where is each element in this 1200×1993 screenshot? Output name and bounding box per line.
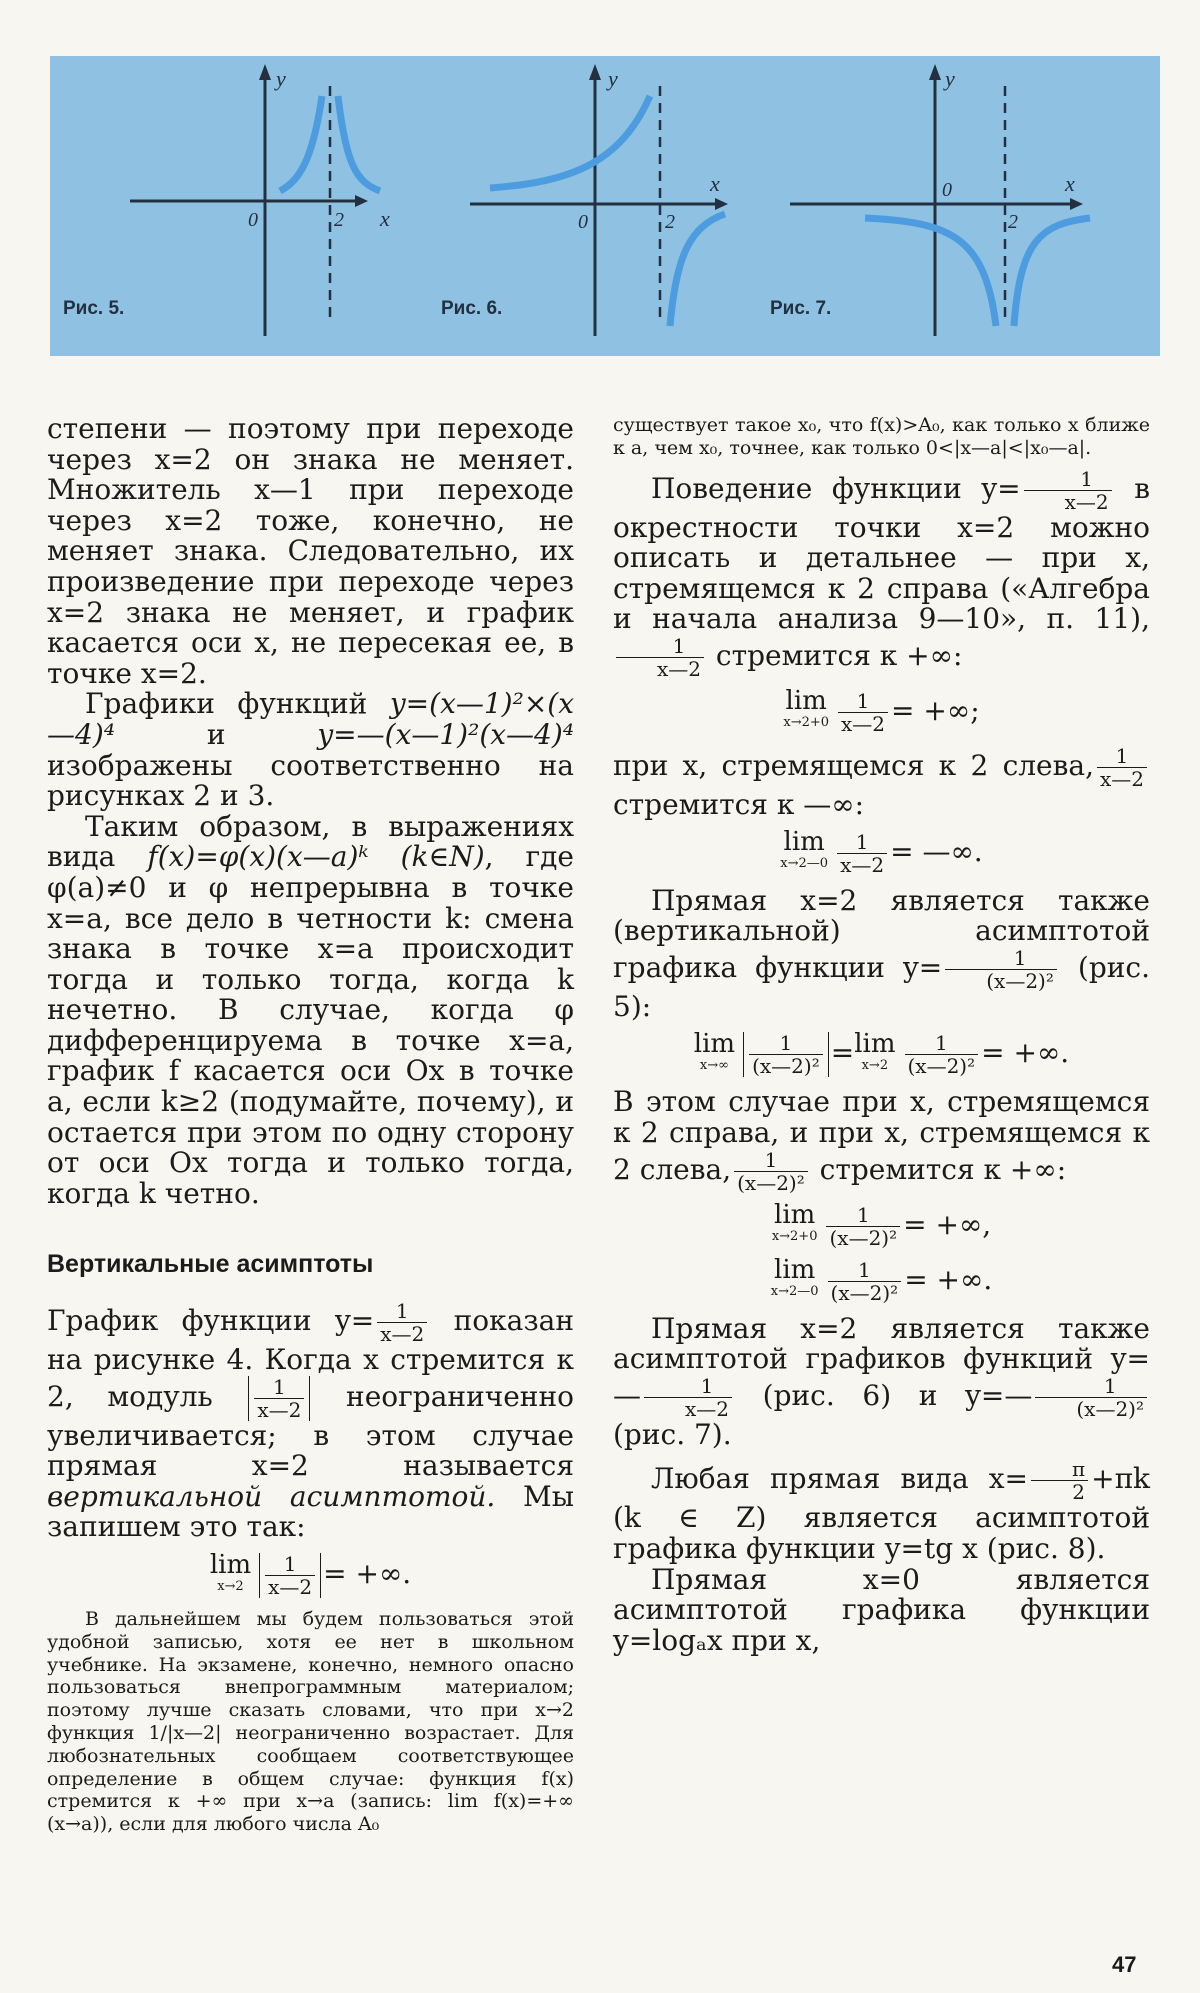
denominator: x—2 — [685, 1396, 730, 1421]
limit — [854, 1028, 896, 1077]
paragraph — [47, 689, 574, 811]
text: Таким образом, в выражениях вида — [47, 809, 574, 874]
denominator: x—2 — [257, 1397, 302, 1422]
fraction — [377, 1300, 427, 1345]
fig7-curve-left — [865, 218, 996, 326]
text: (рис. 5): — [613, 950, 1150, 1023]
numerator: 1 — [828, 1259, 902, 1282]
lim-word: lim — [693, 1028, 736, 1059]
fraction — [616, 635, 704, 680]
text: Мы запишем это так: — [47, 1479, 574, 1544]
fraction — [838, 690, 888, 735]
denominator: x—2 — [1099, 766, 1144, 791]
denominator: x—2 — [657, 656, 702, 681]
numerator: 1 — [838, 690, 888, 713]
numerator: 1 — [905, 1032, 979, 1055]
text: График функции y= — [47, 1304, 375, 1338]
text: изображены соответственно на рисунках 2 и 3. — [47, 748, 574, 813]
denominator: x—2 — [268, 1575, 313, 1599]
fig7-two: 2 — [1008, 211, 1018, 233]
fig5-y-arrow — [259, 64, 271, 80]
rhs: = +∞; — [891, 693, 980, 727]
fig5-caption: Рис. 5. — [63, 298, 125, 319]
denominator: (x—2)² — [830, 1280, 899, 1305]
fig5-two: 2 — [334, 209, 344, 231]
fraction — [1035, 1375, 1147, 1420]
paragraph — [613, 745, 1150, 821]
text: Прямая x=2 является также (вертикальной) асимптотой графика функции y= — [613, 883, 1150, 984]
fraction — [826, 1204, 900, 1249]
text: стремится к +∞: — [707, 638, 963, 672]
lim-sub: x→2+0 — [783, 715, 830, 731]
fraction — [254, 1376, 304, 1421]
fig5-origin: 0 — [248, 209, 258, 231]
numerator: 1 — [826, 1204, 900, 1227]
fig6-curve-right — [670, 214, 725, 326]
fraction — [945, 947, 1057, 992]
numerator: 1 — [749, 1032, 823, 1055]
text: в окрестности точки x=2 можно описать и детальнее — при x, стремящемся к 2 справа («Алгебра и начала анализа 9—10», п. 11), — [613, 471, 1150, 636]
fig5-x-arrow — [355, 195, 368, 207]
left-column — [47, 414, 574, 1836]
paragraph: степени — поэтому при переходе через x=2 он знака не меняет. Множитель x—1 при переходе через x=2 тоже, конечно, не меняет знака. Следовательно, их произведение при переходе через x=2 знака не меняет, и график касается оси x, не пересекая ее, в точке x=2. — [47, 412, 574, 690]
numerator: 1 — [1097, 745, 1147, 768]
fig6-origin: 0 — [578, 211, 588, 233]
text: показан на рисунке 4. Когда x стремится к 2, модуль — [47, 1304, 574, 1413]
formula: y=—(x—1)²(x—4)⁴ — [317, 717, 574, 751]
fig6-curve-left — [490, 96, 650, 188]
fig5-graph — [130, 64, 390, 336]
rhs: = +∞. — [904, 1262, 993, 1296]
formula: y=(x—1)²×(x—4)⁴ — [47, 687, 574, 751]
lim-word: lim — [209, 1549, 252, 1580]
limit — [780, 827, 829, 875]
denominator: (x—2)² — [907, 1054, 976, 1079]
equation — [613, 1028, 1150, 1079]
text: +πk (k ∈ Z) является асимптотой графика функции y=tg x (рис. 8). — [613, 1462, 1150, 1565]
denominator: x—2 — [1064, 489, 1109, 514]
fig7-x-label: x — [1065, 171, 1075, 196]
equation — [613, 1200, 1150, 1250]
numerator: 1 — [1024, 468, 1112, 491]
rhs: = —∞. — [890, 834, 983, 868]
fraction — [1097, 745, 1147, 790]
denominator: (x—2)² — [986, 968, 1054, 993]
denominator: x—2 — [380, 1322, 425, 1347]
text: Любая прямая вида x= — [651, 1462, 1028, 1496]
lim-sub: x→2 — [861, 1057, 889, 1073]
numerator: 1 — [265, 1553, 315, 1576]
abs-value — [743, 1032, 829, 1077]
fraction — [905, 1032, 979, 1077]
limit — [770, 1255, 819, 1303]
fig5-y-label: y — [276, 66, 286, 91]
fig6-graph — [470, 64, 728, 336]
numerator: π — [1031, 1458, 1088, 1481]
fraction — [828, 1259, 902, 1304]
text: Поведение функции y= — [651, 471, 1021, 505]
limit — [693, 1028, 736, 1077]
rhs: = +∞. — [323, 1557, 412, 1590]
text: и — [114, 717, 318, 751]
fig6-x-arrow — [715, 198, 728, 210]
rhs: = +∞, — [903, 1207, 992, 1241]
fig7-y-label: y — [945, 66, 955, 91]
lim-sub: x→2—0 — [770, 1284, 819, 1300]
denominator: x—2 — [840, 852, 885, 877]
fraction — [1031, 1458, 1088, 1503]
equation — [613, 686, 1150, 736]
fraction — [749, 1032, 823, 1077]
numerator: 1 — [254, 1376, 304, 1399]
fig5-x-label: x — [380, 206, 390, 231]
fig5-curve-left — [280, 96, 322, 191]
text: В этом случае при x, стремящемся к 2 справа, и при x, стремящемся к 2 слева, — [613, 1085, 1150, 1186]
abs-value — [248, 1376, 310, 1421]
fig6-y-arrow — [589, 64, 601, 80]
paragraph — [613, 1311, 1150, 1451]
right-column — [613, 414, 1150, 1656]
fig6-y-label: y — [608, 66, 618, 91]
lim-word: lim — [854, 1028, 896, 1059]
fraction — [265, 1553, 315, 1598]
fig7-origin: 0 — [942, 179, 952, 201]
figures-banner — [50, 56, 1160, 356]
lim-word: lim — [783, 827, 825, 858]
denominator: (x—2)² — [1076, 1396, 1144, 1421]
numerator: 1 — [837, 831, 887, 854]
denominator: 2 — [1072, 1480, 1085, 1505]
fig6-two: 2 — [665, 211, 675, 233]
emphasis: вертикальной асимптотой. — [47, 1479, 496, 1513]
denominator: (x—2)² — [752, 1054, 820, 1079]
fig6-caption: Рис. 6. — [441, 298, 503, 319]
lim-sub: x→2+0 — [771, 1229, 818, 1245]
equation — [47, 1549, 574, 1599]
denominator: x—2 — [841, 711, 886, 736]
denominator: (x—2)² — [829, 1225, 898, 1250]
text: стремится к +∞: — [810, 1152, 1067, 1186]
fig5-curve-right — [338, 96, 380, 191]
figures-svg — [50, 56, 1160, 356]
numerator: 1 — [616, 635, 704, 658]
numerator: 1 — [945, 947, 1057, 970]
denominator: (x—2)² — [737, 1170, 805, 1195]
limit — [783, 686, 830, 734]
lim-word: lim — [785, 686, 827, 717]
text: стремится к —∞: — [613, 787, 865, 821]
equation — [613, 1255, 1150, 1305]
equals: = — [830, 1036, 855, 1070]
paragraph — [613, 1087, 1150, 1193]
fig7-y-arrow — [929, 64, 941, 80]
limit — [209, 1549, 252, 1598]
paragraph — [47, 1300, 574, 1543]
formula: f(x)=φ(x)(x—a)ᵏ (k∈N) — [147, 840, 485, 874]
equation — [613, 827, 1150, 877]
numerator: 1 — [644, 1375, 732, 1398]
text: (рис. 6) и y=— — [735, 1378, 1033, 1412]
fraction — [734, 1149, 808, 1194]
lim-word: lim — [774, 1255, 816, 1286]
fraction — [1024, 468, 1112, 513]
text: Прямая x=2 является также асимптотой графиков функций y=— — [613, 1311, 1150, 1412]
fig7-x-arrow — [1070, 198, 1083, 210]
numerator: 1 — [377, 1300, 427, 1323]
small-print: В дальнейшем мы будем пользоваться этой удобной записью, хотя ее нет в школьном учебнике. На экзамене, конечно, немного опасно пользоваться внепрограммным материалом; поэтому лучше сказать словами, что при x→2 функция 1/|x—2| неограниченно возрастает. Для любознательных сообщаем соответствующее определение в общем случае: функция f(x) стремится к +∞ при x→a (запись: lim f(x)=+∞ (x→a)), если для любого числа A₀ — [47, 1608, 574, 1836]
lim-sub: x→2 — [217, 1578, 244, 1594]
fraction — [644, 1375, 732, 1420]
lim-sub: x→∞ — [699, 1057, 729, 1073]
fraction — [837, 831, 887, 876]
rhs: = +∞. — [981, 1036, 1070, 1070]
fig7-curve-right — [1014, 218, 1090, 326]
small-print: существует такое x₀, что f(x)>A₀, как только x ближе к a, чем x₀, точнее, как только 0<|x—a|<|x₀—a|. — [613, 414, 1150, 459]
text: неограниченно увеличивается; в этом случае прямая x=2 называется — [47, 1379, 574, 1483]
fig7-caption: Рис. 7. — [770, 298, 832, 319]
text: при x, стремящемся к 2 слева, — [613, 748, 1094, 782]
lim-sub: x→2—0 — [780, 856, 829, 872]
abs-value — [259, 1553, 321, 1598]
section-heading: Вертикальные асимптоты — [47, 1250, 374, 1279]
fig7-graph — [790, 64, 1090, 336]
paragraph — [613, 883, 1150, 1023]
text: Графики функций — [85, 687, 390, 721]
page-number: 47 — [1112, 1952, 1137, 1977]
paragraph — [613, 1458, 1150, 1564]
fig6-x-label: x — [710, 171, 720, 196]
limit — [771, 1200, 818, 1248]
paragraph — [47, 809, 574, 1210]
text: (рис. 7). — [613, 1417, 732, 1451]
paragraph — [613, 468, 1150, 680]
numerator: 1 — [1035, 1375, 1147, 1398]
numerator: 1 — [734, 1149, 808, 1172]
lim-word: lim — [774, 1200, 816, 1231]
paragraph: Прямая x=0 является асимптотой графика функции y=logₐx при x, — [613, 1562, 1150, 1657]
text: , где φ(a)≠0 и φ непрерывна в точке x=a, все дело в четности k: смена знака в точке x=a происходит тогда и только тогда, когда k нечетно. В случае, когда φ дифференцируема в точке x=a, график f касается оси Ox в точке a, если k≥2 (подумайте, почему), и остается при этом по одну сторону от оси Ox тогда и только тогда, когда k четно. — [47, 840, 574, 1210]
